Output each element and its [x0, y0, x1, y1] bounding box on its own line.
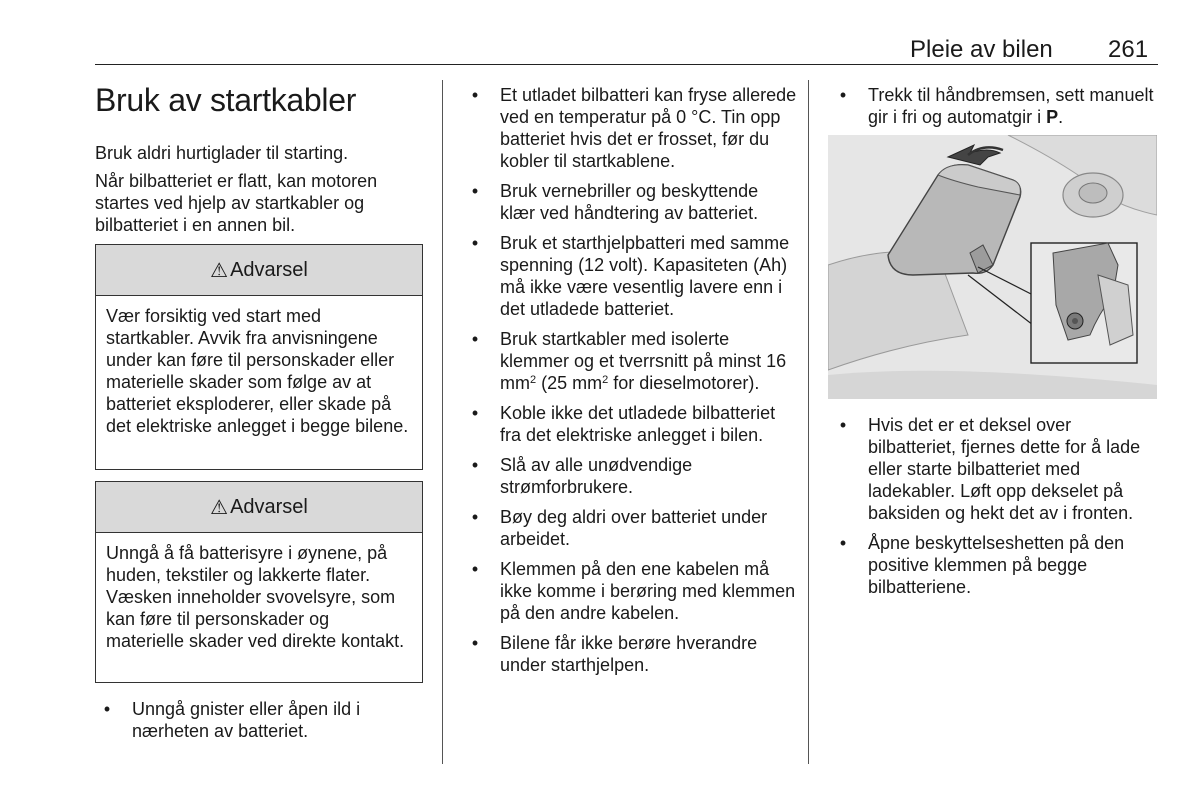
bullet-icon: • [471, 181, 479, 201]
bullet-icon: • [471, 329, 479, 349]
bullet-icon: • [839, 415, 847, 435]
bullet-icon: • [839, 85, 847, 105]
bullet-list-col3 [836, 414, 1156, 606]
list-item: • Bruk startkabler med isolerte klemmer og et tverrsnitt på minst 16 $mm^2$ (25 $mm^2$ for dieselmotorer). [468, 328, 798, 394]
bullet-icon: • [471, 233, 479, 253]
warning-box-1 [95, 244, 423, 470]
battery-cover-illustration [828, 135, 1157, 399]
warning-heading: Advarsel [230, 258, 308, 281]
list-item: • Bøy deg aldri over batteriet under arbeidet. [468, 506, 798, 550]
bullet-list-col2 [468, 84, 798, 684]
bullet-icon: • [471, 633, 479, 653]
bullet-icon: • [103, 699, 111, 719]
list-item: • Åpne beskyttelseshetten på den positive klemmen på begge bilbatteriene. [836, 532, 1156, 598]
intro-paragraph-2: Når bilbatteriet er flatt, kan motoren startes ved hjelp av startkabler og bilbatteriet i en annen bil. [95, 171, 378, 235]
list-item: • Bilene får ikke berøre hverandre under starthjelpen. [468, 632, 798, 676]
warning-triangle-icon: ⚠ [210, 259, 229, 282]
bullet-icon: • [471, 403, 479, 423]
list-item: • Koble ikke det utladede bilbatteriet fra det elektriske anlegget i bilen. [468, 402, 798, 446]
warning-header [96, 482, 422, 533]
list-item: • Klemmen på den ene kabelen må ikke komme i berøring med klemmen på den andre kabelen. [468, 558, 798, 624]
warning-header [96, 245, 422, 296]
bullet-icon: • [471, 507, 479, 527]
bullet-list-col3-top [836, 84, 1156, 136]
bullet-icon: • [471, 455, 479, 475]
bullet-icon: • [839, 533, 847, 553]
list-item: • Bruk et starthjelpbatteri med samme spenning (12 volt). Kapasiteten (Ah) må ikke være vesentlig lavere enn i det utladede batteriet. [468, 232, 798, 320]
intro-paragraph-1: Bruk aldri hurtiglader til starting. [95, 143, 349, 163]
engine-bay-drawing [828, 135, 1157, 399]
list-item: • Hvis det er et deksel over bilbatteriet, fjernes dette for å lade eller starte bilbatteriet med ladekabler. Løft opp dekselet på baksiden og hekt det av i fronten. [836, 414, 1156, 524]
warning-heading: Advarsel [230, 495, 308, 518]
page-number: 261 [1108, 36, 1149, 63]
column-divider-1 [442, 80, 443, 764]
column-divider-2 [808, 80, 809, 764]
list-item: • Unngå gnister eller åpen ild i nærheten av batteriet. [100, 698, 400, 742]
warning-box-2 [95, 481, 423, 683]
bullet-icon: • [471, 559, 479, 579]
list-item: • Slå av alle unødvendige strømforbrukere. [468, 454, 798, 498]
warning-text: Vær forsiktig ved start med startkabler. Avvik fra anvisningene under kan føre til personskader eller materielle skader som følge av at batteriet eksploderer, eller skade på det elektriske anlegget i begge bilene. [106, 306, 409, 436]
list-item: • Bruk vernebriller og beskyttende klær ved håndtering av batteriet. [468, 180, 798, 224]
header-rule [95, 64, 1158, 65]
warning-text: Unngå å få batterisyre i øynene, på huden, tekstiler og lakkerte flater. Væsken inneholder svovelsyre, som kan føre til personskader og materielle skader ved direkte kontakt. [106, 543, 405, 651]
running-header-section: Pleie av bilen [910, 36, 1053, 63]
bullet-list-col1 [100, 698, 400, 750]
bullet-icon: • [471, 85, 479, 105]
warning-triangle-icon: ⚠ [210, 496, 229, 519]
section-title: Bruk av startkabler [95, 82, 357, 118]
list-item: • Trekk til håndbremsen, sett manuelt gir i fri og automatgir i P. [836, 84, 1156, 128]
list-item: • Et utladet bilbatteri kan fryse allerede ved en temperatur på 0 °C. Tin opp batteriet hvis det er frosset, før du kobler til startkablene. [468, 84, 798, 172]
